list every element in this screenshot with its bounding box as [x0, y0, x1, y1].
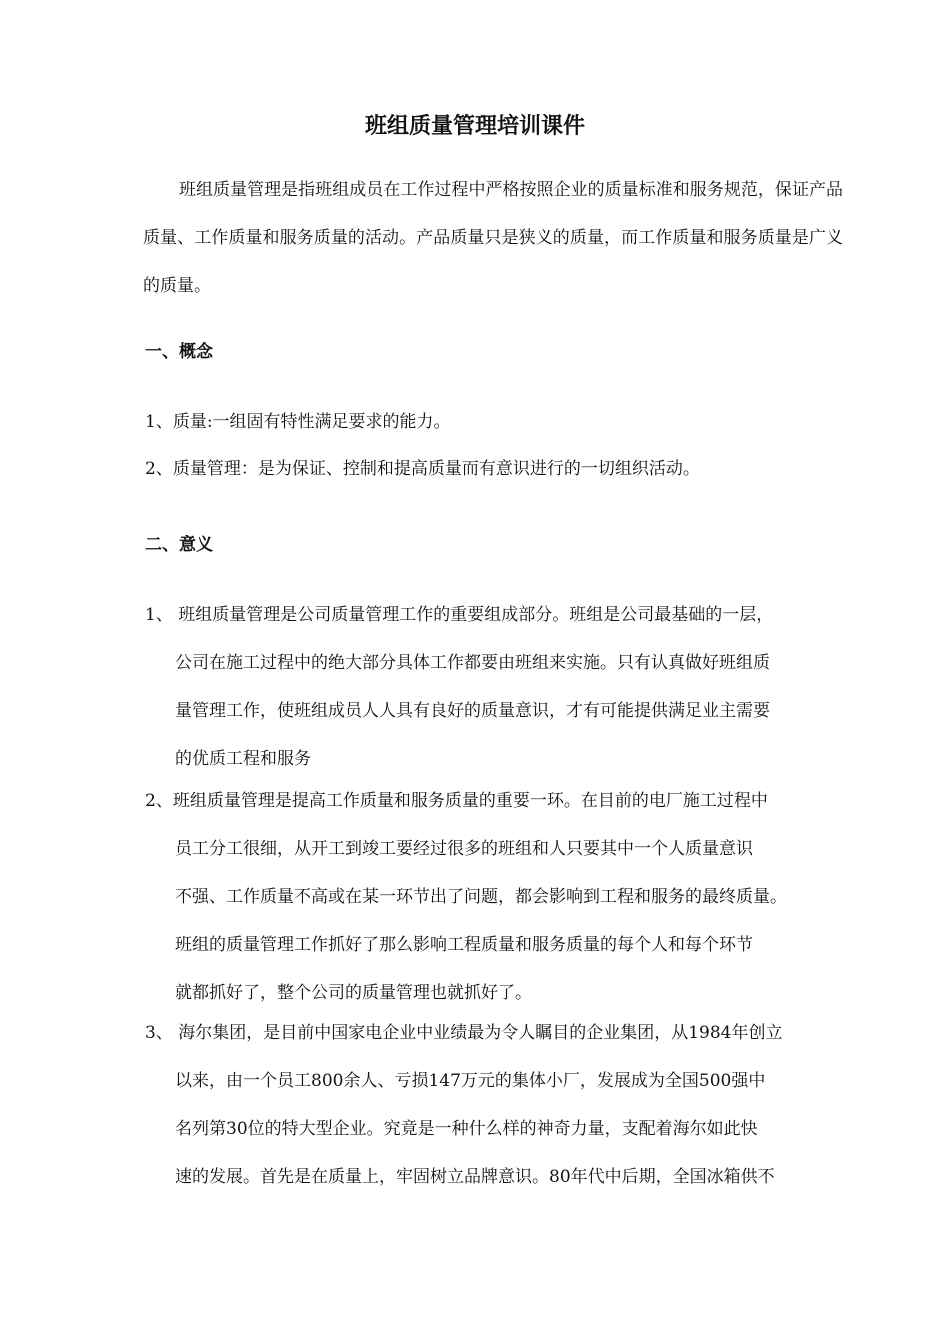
paragraph-line: 速的发展。首先是在质量上，牢固树立品牌意识。80年代中后期，全国冰箱供不	[175, 1167, 775, 1187]
concept-item-quality: 1、质量:一组固有特性满足要求的能力。	[145, 412, 451, 432]
paragraph-line: 1、 班组质量管理是公司质量管理工作的重要组成部分。班组是公司最基础的一层，	[145, 605, 774, 625]
paragraph-line: 量管理工作，使班组成员人人具有良好的质量意识，才有可能提供满足业主需要	[175, 701, 770, 721]
significance-paragraph-3	[145, 1009, 850, 1201]
paragraph-line: 2、班组质量管理是提高工作质量和服务质量的重要一环。在目前的电厂施工过程中	[145, 791, 768, 811]
concept-item-quality-management: 2、质量管理：是为保证、控制和提高质量而有意识进行的一切组织活动。	[145, 459, 700, 479]
paragraph-line: 3、 海尔集团，是目前中国家电企业中业绩最为令人瞩目的企业集团，从1984年创立	[145, 1023, 783, 1043]
paragraph-line: 就都抓好了，整个公司的质量管理也就抓好了。	[175, 983, 532, 1003]
section-heading-significance: 二、意义	[145, 535, 213, 555]
paragraph-line: 员工分工很细，从开工到竣工要经过很多的班组和人只要其中一个人质量意识	[175, 839, 753, 859]
paragraph-line: 公司在施工过程中的绝大部分具体工作都要由班组来实施。只有认真做好班组质	[175, 653, 770, 673]
significance-paragraph-2	[145, 777, 850, 1017]
intro-paragraph: 班组质量管理是指班组成员在工作过程中严格按照企业的质量标准和服务规范，保证产品质量、工作质量和服务质量的活动。产品质量只是狭义的质量，而工作质量和服务质量是广义的质量。	[143, 180, 843, 296]
significance-paragraph-1	[145, 591, 850, 783]
paragraph-line: 以来，由一个员工800余人、亏损147万元的集体小厂，发展成为全国500强中	[175, 1071, 766, 1091]
paragraph-line: 的优质工程和服务	[175, 749, 311, 769]
paragraph-line: 不强、工作质量不高或在某一环节出了问题，都会影响到工程和服务的最终质量。	[175, 887, 787, 907]
document-title: 班组质量管理培训课件	[364, 114, 585, 139]
paragraph-line: 名列第30位的特大型企业。究竟是一种什么样的神奇力量，支配着海尔如此快	[175, 1119, 758, 1139]
section-heading-concept: 一、概念	[145, 342, 213, 362]
paragraph-line: 班组的质量管理工作抓好了那么影响工程质量和服务质量的每个人和每个环节	[175, 935, 753, 955]
